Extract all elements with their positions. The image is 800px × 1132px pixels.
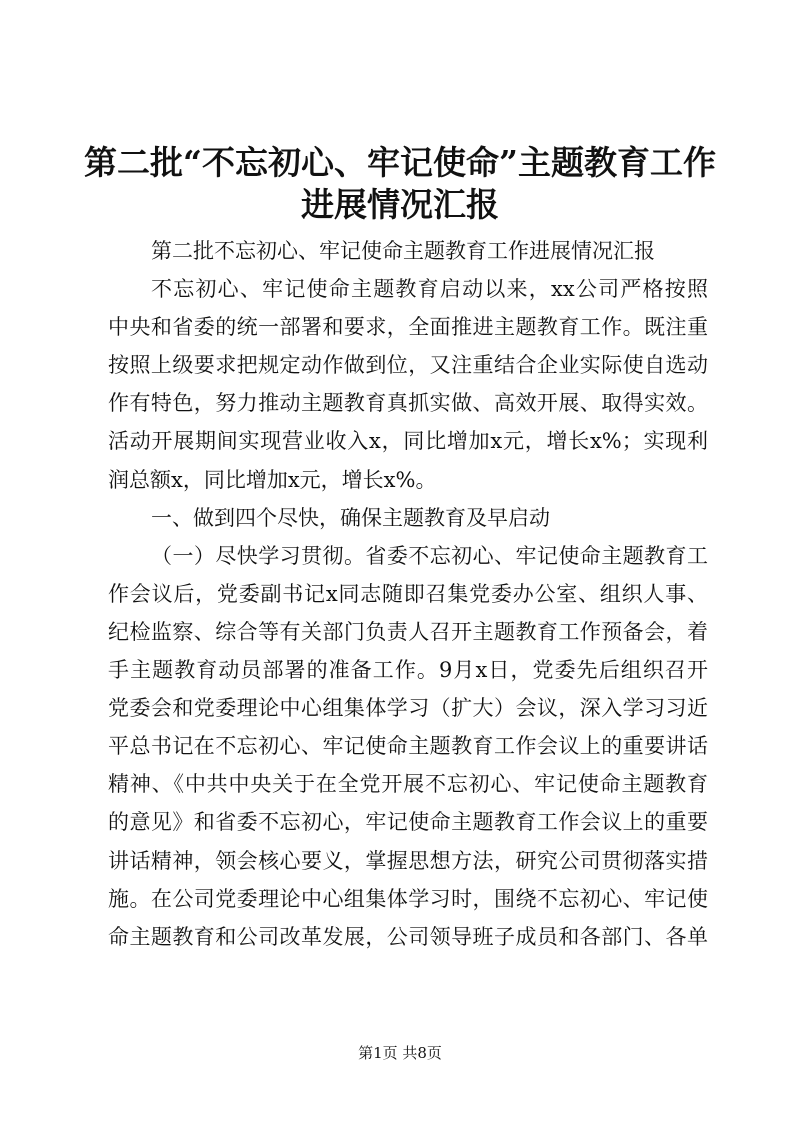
page-number-footer: 第1页 共8页 — [358, 1044, 442, 1062]
body-line: 的意见》和省委不忘初心，牢记使命主题教育工作会议上的重要 — [108, 810, 708, 835]
subtitle-line: 第二批不忘初心、牢记使命主题教育工作进展情况汇报 — [151, 239, 655, 263]
body-line: 命主题教育和公司改革发展，公司领导班子成员和各部门、各单 — [108, 924, 708, 949]
body-line: 精神、《中共中央关于在全党开展不忘初心、牢记使命主题教育 — [108, 772, 708, 797]
body-line: 按照上级要求把规定动作做到位，又注重结合企业实际使自选动 — [108, 353, 708, 378]
body-line: 活动开展期间实现营业收入x，同比增加x元，增长x%；实现利 — [108, 429, 708, 454]
section-heading: 一、做到四个尽快，确保主题教育及早启动 — [151, 505, 550, 530]
body-line: 不忘初心、牢记使命主题教育启动以来，xx公司严格按照 — [151, 277, 708, 302]
document-body — [108, 232, 708, 956]
body-line: 施。在公司党委理论中心组集体学习时，围绕不忘初心、牢记使 — [108, 886, 708, 911]
body-line: 党委会和党委理论中心组集体学习（扩大）会议，深入学习习近 — [108, 696, 708, 721]
body-line: 手主题教育动员部署的准备工作。9月x日，党委先后组织召开 — [108, 658, 708, 683]
document-title-line-1: 第二批“不忘初心、牢记使命”主题教育工作 — [84, 143, 716, 182]
body-line: 润总额x，同比增加x元，增长x%。 — [108, 467, 437, 492]
body-line: 作有特色，努力推动主题教育真抓实做、高效开展、取得实效。 — [108, 391, 708, 416]
document-title-line-2: 进展情况汇报 — [301, 185, 499, 224]
body-line: （一）尽快学习贯彻。省委不忘初心、牢记使命主题教育工 — [151, 543, 708, 568]
body-line: 中央和省委的统一部署和要求，全面推进主题教育工作。既注重 — [108, 315, 708, 340]
body-line: 讲话精神，领会核心要义，掌握思想方法，研究公司贯彻落实措 — [108, 848, 708, 873]
body-line: 平总书记在不忘初心、牢记使命主题教育工作会议上的重要讲话 — [108, 734, 708, 759]
body-line: 纪检监察、综合等有关部门负责人召开主题教育工作预备会，着 — [108, 619, 708, 644]
body-line: 作会议后，党委副书记x同志随即召集党委办公室、组织人事、 — [108, 581, 708, 606]
